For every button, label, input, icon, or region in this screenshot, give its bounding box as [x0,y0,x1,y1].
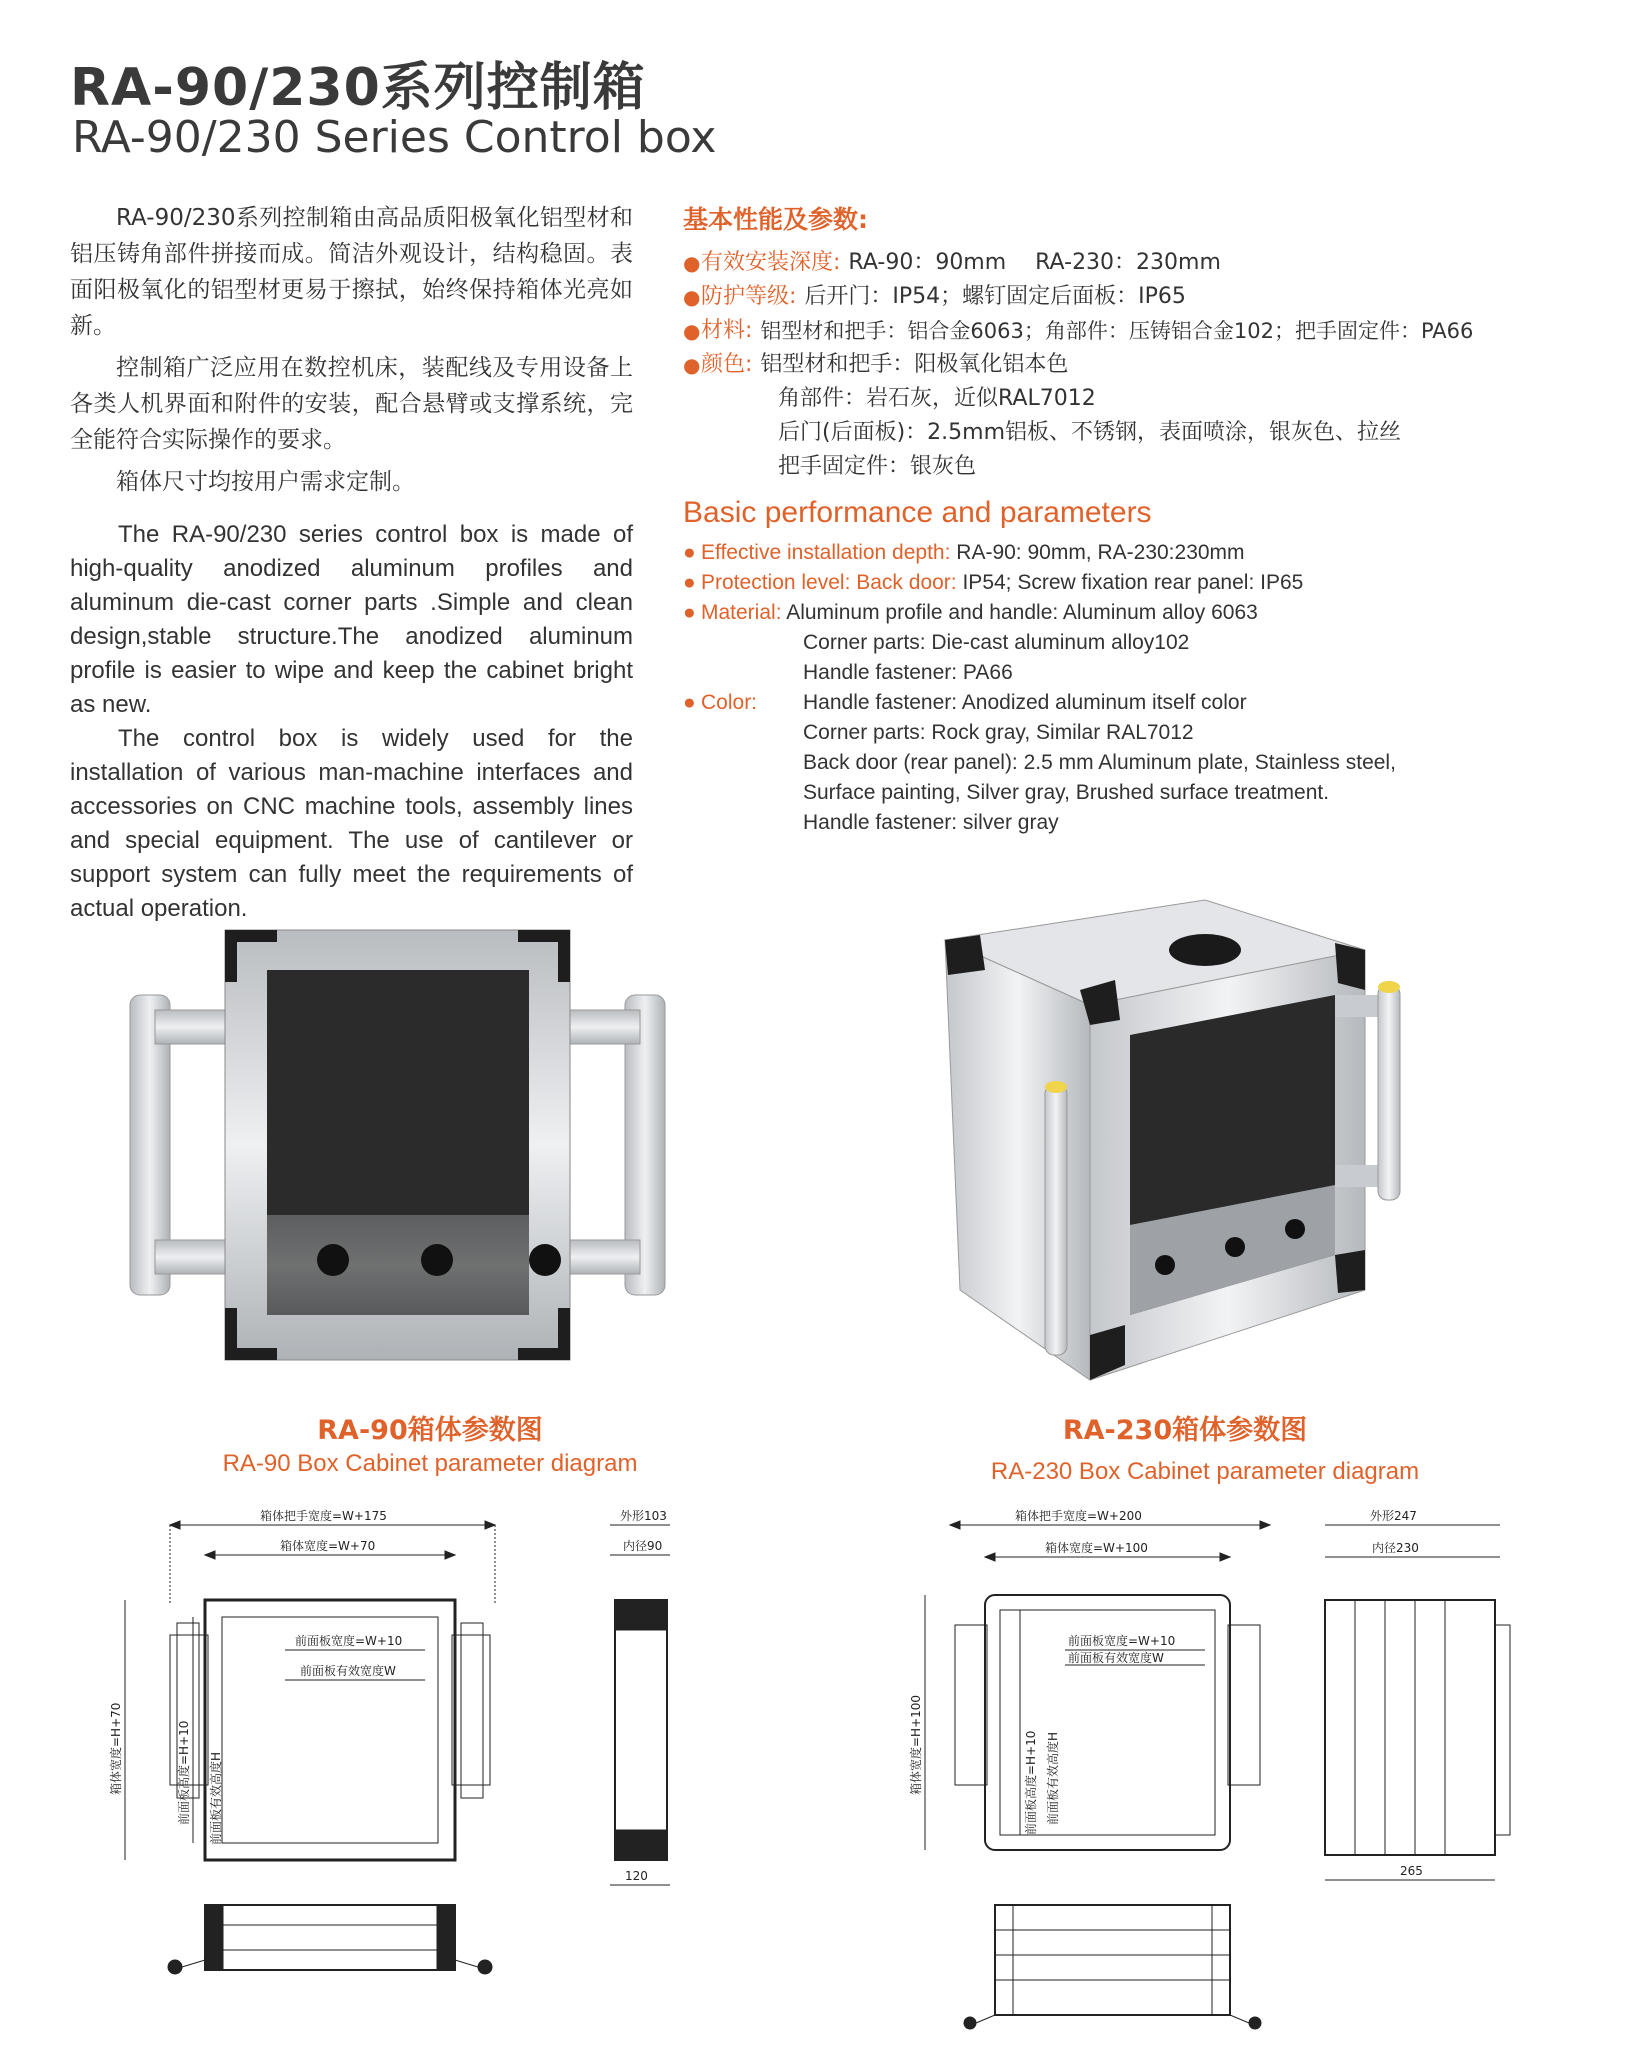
param-sub: Handle fastener: PA66 [803,661,1013,684]
ra230-product-photo [940,895,1435,1390]
bullet-icon: ● [683,541,696,564]
cable-hole [421,1244,453,1276]
param-row-color [683,348,1583,382]
dim-panel-height: 前面板高度=H+10 [1024,1730,1038,1835]
bullet-icon: ● [683,319,701,343]
param-value: Aluminum profile and handle: Aluminum alloy 6063 [781,601,1258,624]
param-key: Material: [701,601,782,624]
param-sub: Handle fastener: silver gray [803,811,1059,834]
dim-panel-eff-height: 前面板有效高度H [209,1751,223,1845]
bullet-icon: ● [683,571,696,594]
bullet-icon: ● [683,251,701,275]
cable-hole [317,1244,349,1276]
param-key: 材料: [701,318,753,343]
ra230-caption-en: RA-230 Box Cabinet parameter diagram [990,1458,1420,1485]
dim-panel-width: 前面板宽度=W+10 [295,1634,403,1648]
dim-handle-width: 箱体把手宽度=W+200 [1015,1509,1142,1523]
param-value: Handle fastener: Anodized aluminum itself color [803,691,1247,714]
dim-inner: 内径90 [623,1539,663,1553]
param-key: Color: [701,691,758,714]
intro-en-paragraph: The control box is widely used for the installation of various man-machine interfaces and accessories on CNC machine tools, assembly lines and special equipment. The use of cantilever or support system can fully meet the requirements of actual operation. [70,725,633,922]
param-value: 铝型材和把手：铝合金6063；角部件：压铸铝合金102；把手固定件：PA66 [760,319,1474,343]
param-key: 有效安装深度: [701,250,841,275]
param-sub: Surface painting, Silver gray, Brushed surface treatment. [803,781,1330,804]
intro-cn-paragraph: 控制箱广泛应用在数控机床，装配线及专用设备上各类人机界面和附件的安装，配合悬臂或支撑系统，完全能符合实际操作的要求。 [70,355,633,453]
dim-panel-eff-width: 前面板有效宽度W [300,1664,396,1678]
ra90-product-photo [125,915,670,1365]
param-row-protection [683,280,1583,314]
bullet-icon: ● [683,691,696,714]
dim-box-width: 箱体宽度=W+100 [1045,1541,1148,1555]
param-sub: Back door (rear panel): 2.5 mm Aluminum plate, Stainless steel, [803,751,1396,774]
ra230-dimension-diagram [900,1505,1520,2040]
param-value: RA-90：90mm RA-230：230mm [848,250,1221,275]
params-heading-en: Basic performance and parameters [683,496,1152,529]
bullet-icon: ● [683,353,701,377]
dim-panel-width: 前面板宽度=W+10 [1068,1634,1176,1648]
param-sub: Corner parts: Die-cast aluminum alloy102 [803,631,1190,654]
parameters-section [683,200,1583,838]
param-key: 防护等级: [701,284,797,309]
param-key: Effective installation depth: [701,541,951,564]
param-row-material-en [683,598,1583,628]
page-title-en: RA-90/230 Series Control box [72,112,717,163]
intro-section [70,200,633,926]
intro-en-paragraph: The RA-90/230 series control box is made of high-quality anodized aluminum profiles and aluminum die-cast corner parts .Simple and clean design,stable structure.The anodized aluminum profile is easier to wipe and keep the cabinet bright as new. [70,521,633,718]
dim-panel-eff-height: 前面板有效高度H [1046,1731,1060,1825]
ra90-caption-cn: RA-90箱体参数图 [317,1415,543,1446]
param-row-color-en [683,688,1583,718]
param-key: 颜色: [701,352,753,377]
param-key: Protection level: Back door: [701,571,957,594]
param-value: 后开门：IP54；螺钉固定后面板：IP65 [804,284,1186,309]
dim-box-height: 箱体宽度=H+70 [109,1702,123,1795]
dim-handle-width: 箱体把手宽度=W+175 [260,1509,387,1523]
param-row-protection-en [683,568,1583,598]
param-value: IP54; Screw fixation rear panel: IP65 [956,571,1304,594]
bullet-icon: ● [683,285,701,309]
intro-cn-paragraph: 箱体尺寸均按用户需求定制。 [116,469,415,495]
dim-box-height: 箱体宽度=H+100 [909,1694,923,1795]
ra230-caption-cn: RA-230箱体参数图 [1062,1415,1308,1446]
param-sub: 角部件：岩石灰，近似RAL7012 [778,386,1096,411]
param-row-depth [683,246,1583,280]
params-heading-cn: 基本性能及参数: [683,205,868,234]
param-row-depth-en [683,538,1583,568]
dim-bottom: 265 [1400,1864,1423,1878]
param-row-material [683,314,1583,348]
dim-outer: 外形247 [1370,1509,1417,1523]
dim-panel-eff-width: 前面板有效宽度W [1068,1651,1164,1665]
ra90-caption-en: RA-90 Box Cabinet parameter diagram [222,1450,638,1477]
dim-box-width: 箱体宽度=W+70 [280,1539,376,1553]
param-sub: 后门(后面板)：2.5mm铝板、不锈钢，表面喷涂，银灰色、拉丝 [778,420,1402,445]
top-cable-hole [1169,934,1241,966]
page-title-cn: RA-90/230系列控制箱 [70,58,646,118]
intro-cn-paragraph: RA-90/230系列控制箱由高品质阳极氧化铝型材和铝压铸角部件拼接而成。简洁外观设计，结构稳固。表面阳极氧化的铝型材更易于擦拭，始终保持箱体光亮如新。 [70,205,633,339]
param-sub: Corner parts: Rock gray, Similar RAL7012 [803,721,1194,744]
param-value: RA-90: 90mm, RA-230:230mm [950,541,1245,564]
dim-outer: 外形103 [620,1509,667,1523]
param-sub: 把手固定件：银灰色 [778,454,977,479]
bullet-icon: ● [683,601,696,624]
cable-hole [529,1244,561,1276]
dim-inner: 内径230 [1372,1541,1419,1555]
ra90-dimension-diagram [109,1505,745,2005]
param-value: 铝型材和把手：阳极氧化铝本色 [760,352,1069,377]
dim-panel-height: 前面板高度=H+10 [177,1720,191,1825]
dim-bottom: 120 [625,1869,648,1883]
